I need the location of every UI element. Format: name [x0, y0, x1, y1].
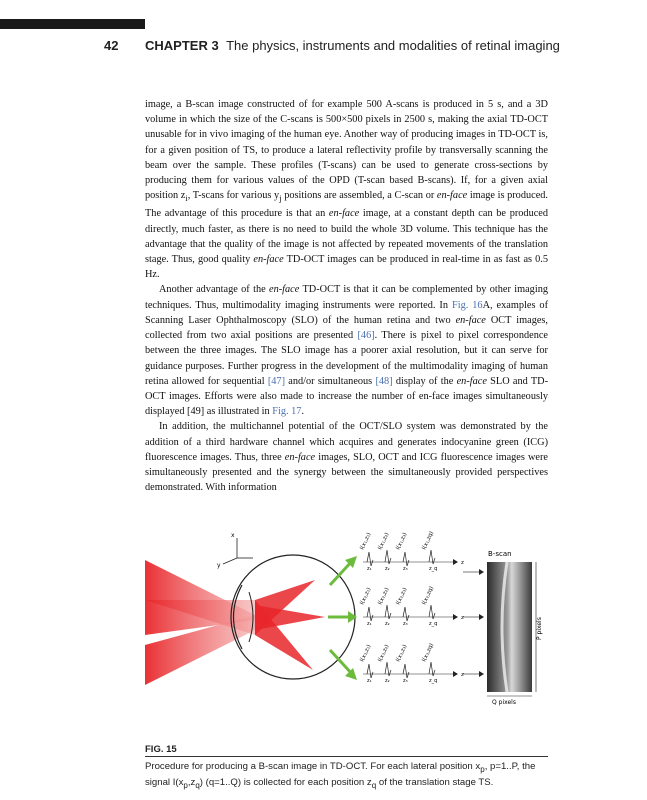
bscan-arrows	[463, 569, 484, 677]
z-label: z	[461, 560, 464, 566]
svg-text:z₂: z₂	[385, 678, 390, 684]
green-arrows	[328, 556, 357, 680]
bscan-label: B-scan	[488, 550, 512, 558]
paragraph-3: In addition, the multichannel potential of the OCT/SLO system was demonstrated by the addition of a third hardware channel which acquires and generates indocyanine green (ICG) fluorescence images. Thus, three en-face images, SLO, OCT and ICG fluorescence images were simultaneously presented and the synergy between the simultaneously provided perspectives demonstrated. With information	[145, 421, 548, 494]
signal-row-3	[359, 643, 464, 684]
signal-label: I(x₂,z₁)	[359, 586, 373, 606]
chapter-heading	[145, 38, 560, 53]
svg-text:z₁: z₁	[367, 678, 372, 684]
page-number: 42	[104, 38, 119, 53]
axis-y-label: y	[217, 562, 221, 569]
figure-caption: Procedure for producing a B-scan image in TD-OCT. For each lateral position $x_p$, p=1..P, the signal $I(x_p,z_q)$ (q=1..Q) is collected for each position $z_q$ of the translation stage TS.	[145, 761, 536, 790]
laser-beams	[145, 560, 325, 685]
p-pixels-label: P pixels	[536, 617, 543, 640]
chapter-title: The physics, instruments and modalities of retinal imaging	[226, 38, 560, 53]
svg-text:z₁: z₁	[367, 566, 372, 572]
q-pixels-label: Q pixels	[492, 699, 516, 706]
signal-label: I(x₃,z₁)	[359, 643, 373, 663]
figure-15	[145, 520, 548, 740]
signal-label: I(x₂,zq)	[421, 585, 436, 606]
svg-text:z₃: z₃	[403, 566, 408, 572]
z-label: z	[461, 672, 464, 678]
axes-icon	[217, 532, 253, 569]
signal-label: I(x₂,z₂)	[377, 586, 391, 606]
chapter-label: CHAPTER 3	[145, 38, 219, 53]
signal-row-2	[359, 586, 464, 627]
signal-label: I(x₂,z₃)	[395, 586, 409, 606]
figure-label: FIG. 15	[145, 744, 177, 755]
ref48-link[interactable]: [48]	[375, 375, 393, 387]
svg-text:z_q: z_q	[429, 566, 438, 572]
axis-x-label: x	[231, 532, 235, 539]
signal-label: I(x₁,zq)	[421, 530, 436, 551]
signal-label: I(x₁,z₃)	[395, 531, 409, 551]
body-text	[145, 97, 548, 495]
caption-rule	[145, 756, 548, 757]
paragraph-2: Another advantage of the en-face TD-OCT is that it can be complemented by other imaging techniques. Thus, multimodality imaging instruments were reported. In Fig. 16A, examples of Scanning Laser Ophthalmoscopy (SLO) of the human retina and two en-face OCT images, collected from two axial positions are presented [46]. There is pixel to pixel correspondence between the three images. The SLO image has a poorer axial resolution, but it can serve for guidance purposes. Further progress in the development of the multimodality imaging of human retina allowed for sequential [47] and/or simultaneous [48] display of the en-face SLO and TD-OCT images. Efforts were also made to increase the number of en-face images simultaneously displayed [49] as illustrated in Fig. 17.	[145, 284, 548, 418]
paragraph-1: image, a B-scan image constructed of for example 500 A-scans is produced in 5 s, and a 3D volume in which the size of the C-scans is 500×500 pixels in 2500 s, making the axial TD-OCT unusable for in vivo imaging of the human eye. Another way of producing images in TD-OCT is, for a given position of TS, to produce a lateral reflectivity profile by transversally scanning the beam over the sample. These profiles (T-scans) can be used to generate cross-sections by producing them for various values of the OPD (T-scan based B-scans). If, for a given axial position $z_i$, T-scans for various $y_j$ positions are assembled, a C-scan or en-face image is produced. The advantage of this procedure is that an en-face image, at a constant depth can be produced directly, much faster, as there is no need to build the whole 3D volume. This technique has the advantage that the quality of the image is not affected by repeated movements of the translation stage. Thus, good quality en-face TD-OCT images can be produced in real-time in as fast as 0.5 Hz.	[145, 99, 549, 281]
z-label: z	[461, 615, 464, 621]
svg-text:z₃: z₃	[403, 678, 408, 684]
fig16-link[interactable]: Fig. 16	[451, 299, 483, 311]
signal-label: I(x₃,z₃)	[395, 643, 409, 663]
signal-label: I(x₁,z₁)	[359, 531, 373, 551]
ref46-link[interactable]: [46]	[357, 330, 375, 342]
svg-text:z_q: z_q	[429, 678, 438, 684]
signal-row-1	[359, 531, 464, 572]
header-bar	[0, 19, 145, 29]
signal-label: I(x₁,z₂)	[377, 531, 391, 551]
svg-text:z_q: z_q	[429, 621, 438, 627]
bscan-image	[487, 550, 543, 706]
svg-text:z₁: z₁	[367, 621, 372, 627]
signal-label: I(x₃,zq)	[421, 642, 436, 663]
fig17-link[interactable]: Fig. 17	[272, 406, 302, 418]
svg-text:z₂: z₂	[385, 566, 390, 572]
svg-text:z₃: z₃	[403, 621, 408, 627]
signal-label: I(x₃,z₂)	[377, 643, 391, 663]
svg-text:z₂: z₂	[385, 621, 390, 627]
ref47-link[interactable]: [47]	[267, 375, 286, 387]
